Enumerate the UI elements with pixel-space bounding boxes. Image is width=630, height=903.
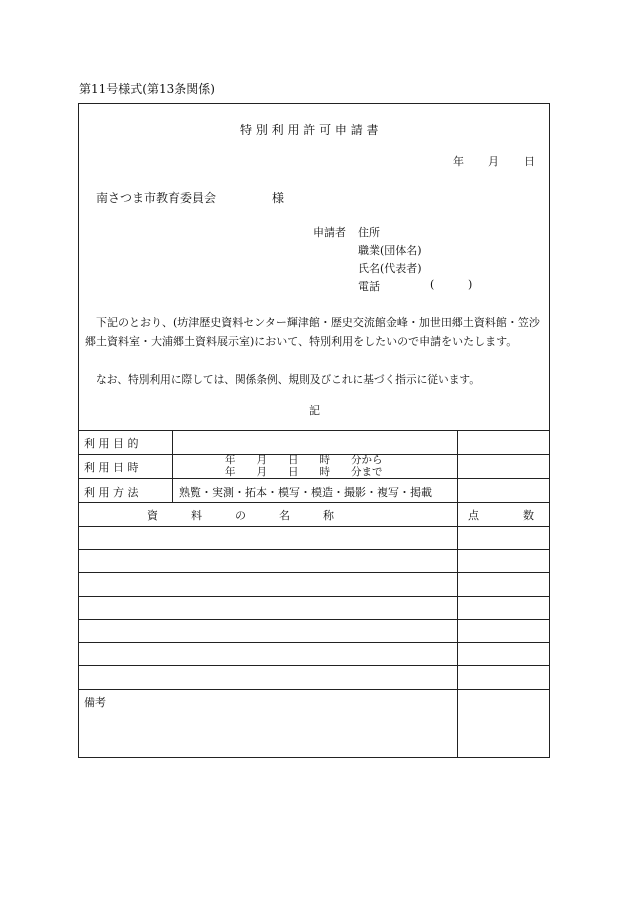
phone-paren-close: ) bbox=[468, 278, 473, 291]
count-header: 点 数 bbox=[468, 509, 534, 522]
applicant-phone-label: 電話 bbox=[358, 280, 380, 293]
table-line bbox=[457, 430, 458, 758]
applicant-label: 申請者 bbox=[313, 226, 346, 239]
addressee-name: 南さつま市教育委員会 bbox=[96, 191, 217, 205]
purpose-label: 利 用 目 的 bbox=[84, 437, 139, 450]
phone-paren-open: ( bbox=[430, 278, 435, 291]
ki-label: 記 bbox=[309, 404, 320, 417]
material-name-header: 資 料 の 名 称 bbox=[147, 509, 334, 522]
table-line bbox=[78, 689, 550, 690]
method-value: 熟覧・実測・拓本・模写・模造・撮影・複写・掲載 bbox=[179, 486, 432, 499]
table-line bbox=[78, 619, 550, 620]
table-line bbox=[78, 430, 550, 431]
date-month: 月 bbox=[488, 155, 499, 168]
addressee-honorific: 様 bbox=[272, 191, 285, 205]
table-line bbox=[78, 478, 550, 479]
body-paragraph-2: なお、特別利用に際しては、関係条例、規則及びこれに基づく指示に従います。 bbox=[96, 373, 480, 386]
table-line bbox=[172, 430, 173, 502]
applicant-occupation-label: 職業(団体名) bbox=[358, 244, 422, 257]
table-line bbox=[78, 642, 550, 643]
body-paragraph-1: 下記のとおり、(坊津歴史資料センター輝津館・歴史交流館金峰・加世田郷土資料館・笠沙郷土資料室・大浦郷土資料展示室)において、特別利用をしたいので申請をいたします。 bbox=[85, 316, 540, 348]
table-line bbox=[78, 526, 550, 527]
method-label: 利 用 方 法 bbox=[84, 486, 139, 499]
date-year: 年 bbox=[453, 155, 464, 168]
datetime-from: 年 月 日 時 分から bbox=[225, 454, 383, 466]
table-line bbox=[78, 596, 550, 597]
table-line bbox=[78, 502, 550, 503]
table-line bbox=[78, 572, 550, 573]
applicant-address-label: 住所 bbox=[358, 226, 380, 239]
datetime-label: 利 用 日 時 bbox=[84, 461, 139, 474]
date-day: 日 bbox=[524, 155, 535, 168]
applicant-name-label: 氏名(代表者) bbox=[358, 262, 422, 275]
form-title: 特 別 利 用 許 可 申 請 書 bbox=[240, 123, 379, 137]
datetime-to: 年 月 日 時 分まで bbox=[225, 466, 383, 478]
form-id: 第11号様式(第13条関係) bbox=[79, 82, 215, 96]
table-line bbox=[78, 665, 550, 666]
table-line bbox=[78, 549, 550, 550]
remarks-label: 備考 bbox=[84, 696, 106, 709]
